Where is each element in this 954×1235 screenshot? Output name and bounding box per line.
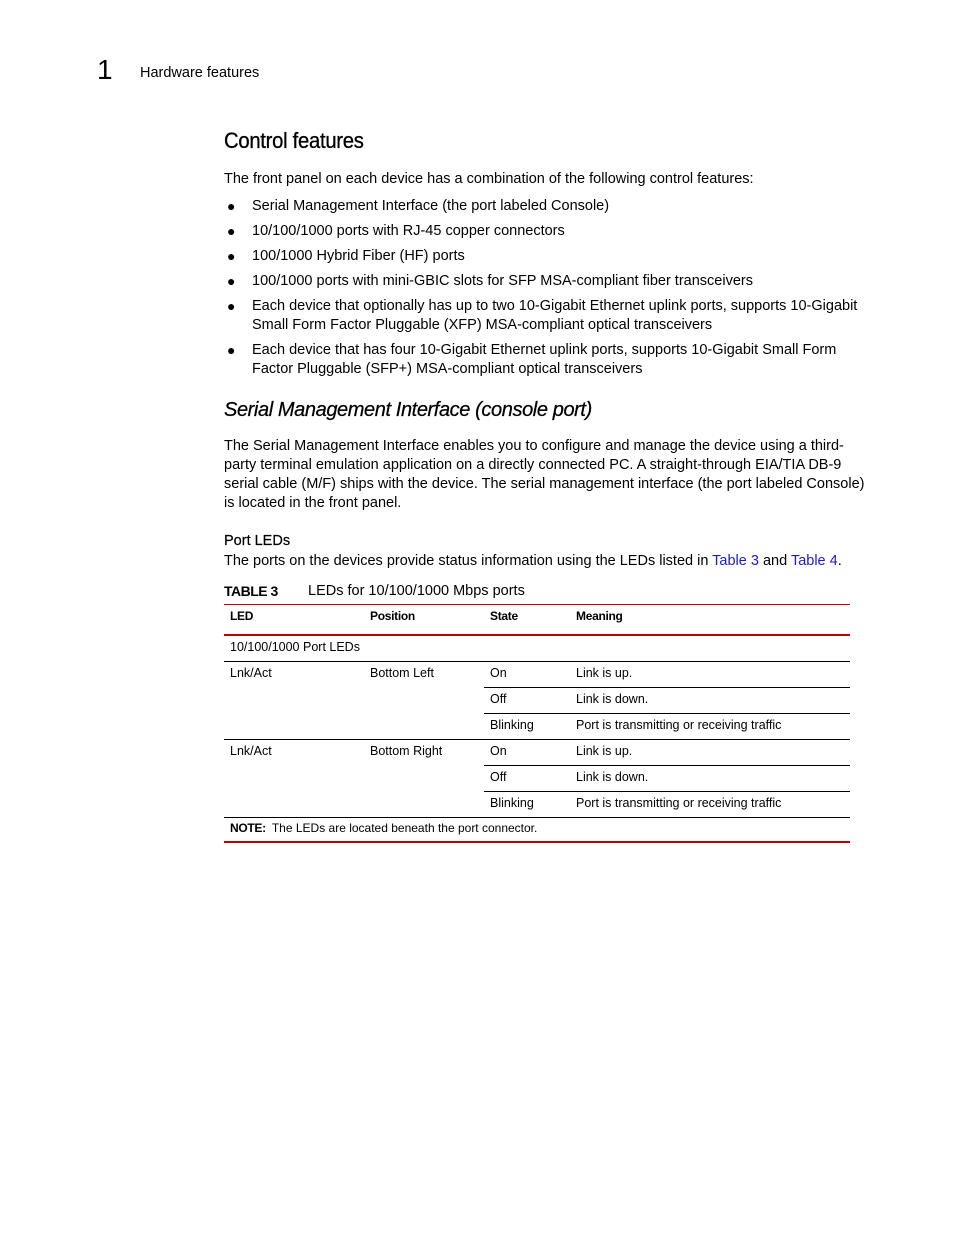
- table-row: Lnk/Act Bottom Right On Link is up.: [224, 740, 850, 766]
- table-row: Off Link is down.: [224, 766, 850, 792]
- bullet-icon: ●: [227, 342, 236, 358]
- page-content: [224, 128, 874, 843]
- list-item: ● 10/100/1000 ports with RJ-45 copper connectors: [227, 223, 565, 239]
- bullet-icon: ●: [227, 273, 236, 289]
- note-label: NOTE:: [230, 821, 266, 835]
- control-features-list: [224, 197, 874, 379]
- serial-interface-paragraph: The Serial Management Interface enables you to configure and manage the device using a third-party terminal emulation application on a directly connected PC. A straight-through EIA/TIA DB-9 serial cable (M/F) ships with the device. The serial management interface (the port labeled Console) is located in the front panel.: [224, 438, 865, 511]
- table-group-row: [224, 635, 850, 662]
- chapter-number: 1: [97, 54, 113, 85]
- table-note-row: [224, 818, 850, 843]
- table-row: Blinking Port is transmitting or receiving traffic: [490, 796, 782, 810]
- serial-interface-heading: Serial Management Interface (console port): [224, 399, 592, 421]
- column-header-led: LED: [224, 605, 364, 636]
- led-table: [224, 604, 850, 843]
- column-header-position: Position: [364, 605, 484, 636]
- table-row: Lnk/Act Bottom Left On Link is up.: [224, 662, 850, 688]
- table-4-link[interactable]: Table 4: [790, 553, 838, 569]
- table-header-row: [224, 605, 850, 636]
- table-caption: [224, 583, 874, 601]
- list-item: ● 100/1000 Hybrid Fiber (HF) ports: [227, 248, 465, 264]
- running-header: Hardware features: [140, 65, 260, 81]
- port-leds-paragraph: The ports on the devices provide status information using the LEDs listed in Table 3 and Table 4.: [224, 553, 842, 569]
- list-item: ● Each device that optionally has up to two 10-Gigabit Ethernet uplink ports, supports 10-Gigabit Small Form Factor Pluggable (XFP) MSA-compliant optical transceivers: [227, 298, 858, 333]
- list-item: ● 100/1000 ports with mini-GBIC slots for SFP MSA-compliant fiber transceivers: [227, 273, 753, 289]
- table-3-link[interactable]: Table 3: [712, 553, 759, 569]
- note-text: The LEDs are located beneath the port connector.: [271, 821, 538, 835]
- bullet-icon: ●: [227, 198, 236, 214]
- list-item: ● Each device that has four 10-Gigabit Ethernet uplink ports, supports 10-Gigabit Small Form Factor Pluggable (SFP+) MSA-compliant optical transceivers: [227, 342, 837, 377]
- list-item: ● Serial Management Interface (the port labeled Console): [227, 198, 610, 214]
- port-leds-heading: Port LEDs: [224, 533, 291, 549]
- column-header-state: State: [484, 605, 570, 636]
- table-title: LEDs for 10/100/1000 Mbps ports: [308, 583, 525, 599]
- bullet-icon: ●: [227, 223, 236, 239]
- table-row: Off Link is down.: [224, 688, 850, 714]
- section-title: Control features: [224, 128, 364, 153]
- group-label: 10/100/1000 Port LEDs: [224, 635, 850, 662]
- bullet-icon: ●: [227, 248, 236, 264]
- intro-paragraph: The front panel on each device has a combination of the following control features:: [224, 171, 754, 187]
- column-header-meaning: Meaning: [570, 605, 850, 636]
- table-number: TABLE 3: [224, 583, 278, 599]
- bullet-icon: ●: [227, 298, 236, 314]
- table-row: Blinking Port is transmitting or receiving traffic: [224, 714, 850, 740]
